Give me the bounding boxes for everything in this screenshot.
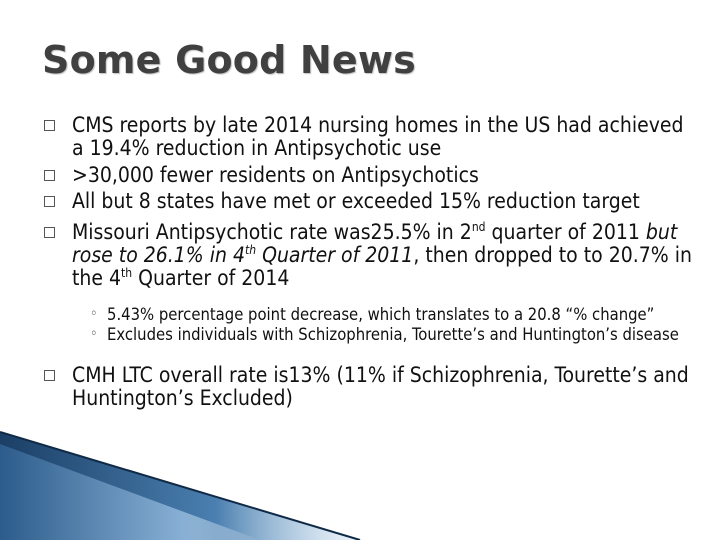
superscript: th: [121, 266, 133, 280]
sub-bullet-text: 5.43% percentage point decrease, which translates to a 20.8 “% change”: [107, 305, 655, 324]
bullet-text: CMH LTC overall rate is13% (11% if Schizophrenia, Tourette’s and Huntington’s Excluded): [72, 363, 689, 410]
bullet-text-part: quarter of 2011: [485, 220, 646, 244]
bullet-item: [44, 164, 694, 187]
bullet-text-part: Missouri Antipsychotic rate was25.5% in 2: [72, 220, 472, 244]
bullet-text-part: , then dropped to to 20.7% in the 4: [72, 243, 692, 290]
bullet-text-italic: Quarter of 2011: [256, 243, 414, 267]
superscript: nd: [471, 220, 486, 234]
checkbox-bullet-icon: [44, 170, 55, 181]
bullet-item: [44, 190, 694, 213]
checkbox-bullet-icon: [44, 370, 55, 381]
checkbox-bullet-icon: [44, 227, 55, 238]
bullet-text: >30,000 fewer residents on Antipsychotics: [72, 163, 479, 187]
circle-bullet-icon: ◦: [90, 306, 98, 322]
bullet-list: [44, 114, 694, 410]
bullet-item: [44, 364, 694, 410]
sub-bullet-list: [44, 305, 694, 344]
sub-bullet-item: [90, 305, 694, 325]
slide-title: Some Good News: [42, 38, 417, 82]
bullet-text-part: Quarter of 2014: [132, 266, 290, 290]
superscript: th: [245, 243, 257, 257]
bullet-text: [72, 220, 692, 290]
decorative-wave-graphic: [0, 430, 720, 540]
bullet-text: All but 8 states have met or exceeded 15% reduction target: [72, 189, 640, 213]
checkbox-bullet-icon: [44, 196, 55, 207]
circle-bullet-icon: ◦: [90, 325, 98, 342]
bullet-text-italic: but rose to 26.1% in 4: [72, 220, 678, 267]
sub-bullet-item: [90, 325, 694, 345]
bullet-item: [44, 221, 694, 344]
sub-bullet-text: Excludes individuals with Schizophrenia, Tourette’s and Huntington’s disease: [107, 324, 679, 344]
checkbox-bullet-icon: [44, 120, 55, 131]
bullet-item: [44, 114, 694, 160]
bullet-text: CMS reports by late 2014 nursing homes in the US had achieved a 19.4% reduction in Antipsychotic use: [72, 113, 684, 160]
